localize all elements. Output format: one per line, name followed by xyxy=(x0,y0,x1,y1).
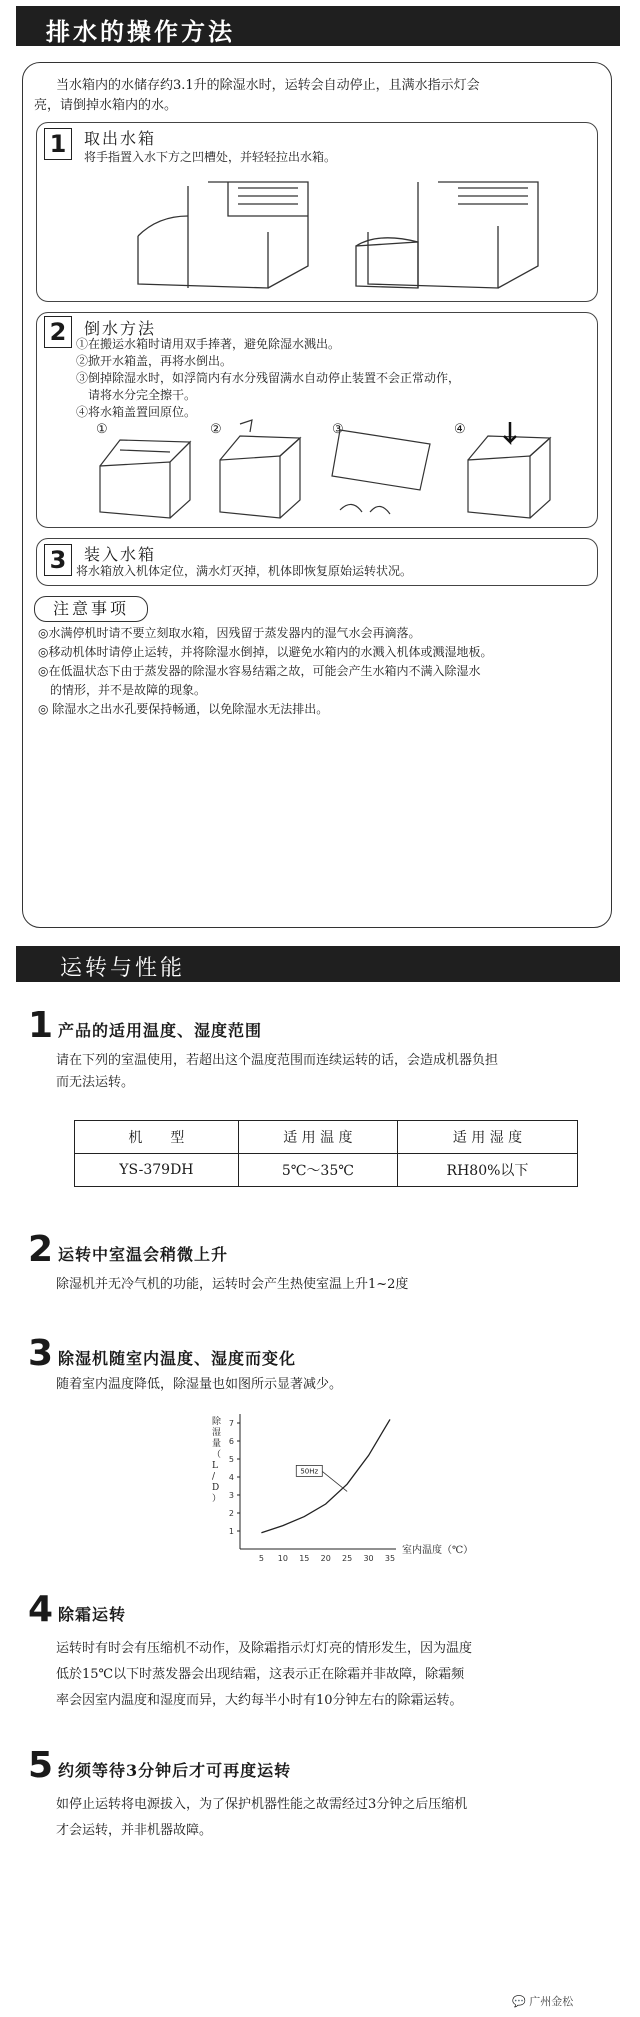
item-2-number: 2 xyxy=(28,1229,54,1270)
note-2: ◎移动机体时请停止运转，并将除湿水倒掉，以避免水箱内的水溅入机体或溅湿地板。 xyxy=(38,645,493,659)
series-label-50hz: 50Hz xyxy=(300,1467,319,1476)
step-2-illustration xyxy=(90,420,570,524)
step-1-text: 将手指置入水下方之凹槽处，并轻轻拉出水箱。 xyxy=(84,150,337,164)
note-3-cont: 的情形，并不是故障的现象。 xyxy=(38,683,207,697)
item-3-title: 除湿机随室内温度、湿度而变化 xyxy=(58,1349,297,1368)
item-4-line-3: 率会因室内温度和湿度而异，大约每半小时有10分钟左右的除霜运转。 xyxy=(56,1693,463,1708)
item-2-title: 运转中室温会稍微上升 xyxy=(58,1245,229,1264)
dehumidify-chart xyxy=(200,1404,474,1574)
x-tick-label: 35 xyxy=(384,1554,396,1563)
footer-watermark xyxy=(512,1993,573,2009)
step-2-line-1: ①在搬运水箱时请用双手捧著，避免除湿水溅出。 xyxy=(76,337,341,351)
item-1-number: 1 xyxy=(28,1005,54,1046)
item-1-line-1: 请在下列的室温使用，若超出这个温度范围而连续运转的话，会造成机器负担 xyxy=(56,1053,499,1068)
step-2-mark-2: ② xyxy=(210,422,222,437)
item-4-text xyxy=(56,1636,472,1714)
x-axis-label: 室内温度（℃） xyxy=(402,1545,474,1556)
wechat-icon: 💬 xyxy=(512,1995,526,2008)
series-label-leader xyxy=(322,1471,347,1491)
item-5-text xyxy=(56,1792,467,1844)
x-tick-label: 30 xyxy=(363,1554,374,1563)
step-3-title: 装入水箱 xyxy=(84,545,157,564)
item-4-title: 除霜运转 xyxy=(58,1605,127,1624)
step-1-number: 1 xyxy=(44,128,72,160)
watermark-text: 广州金松 xyxy=(529,1995,574,2008)
section-banner-drainage xyxy=(16,6,620,46)
item-5-number: 5 xyxy=(28,1745,54,1786)
step-2-number: 2 xyxy=(44,316,72,348)
y-tick-label: 1 xyxy=(228,1527,234,1536)
y-axis-label: 除湿量（ L / D ） xyxy=(212,1417,222,1504)
spec-table-header-row xyxy=(75,1121,578,1154)
intro-line-1: 当水箱内的水储存约3.1升的除湿水时，运转会自动停止，且满水指示灯会 xyxy=(56,78,480,93)
step-2-line-3: ③倒掉除湿水时，如浮筒内有水分残留满水自动停止装置不会正常动作， xyxy=(76,371,461,385)
y-tick-label: 6 xyxy=(228,1437,234,1446)
step-2-line-5: ④将水箱盖置回原位。 xyxy=(76,405,197,419)
step-1-illustration xyxy=(118,176,578,300)
item-1-line-2: 而无法运转。 xyxy=(56,1075,135,1090)
section-title-performance: 运转与性能 xyxy=(60,956,186,981)
item-4-number: 4 xyxy=(28,1589,54,1630)
step-2-mark-3: ③ xyxy=(332,422,344,437)
spec-header-temp: 适 用 温 度 xyxy=(238,1121,397,1154)
x-tick-label: 20 xyxy=(320,1554,331,1563)
spec-cell-model: YS-379DH xyxy=(75,1154,239,1187)
spec-table-row xyxy=(75,1154,578,1187)
y-tick-label: 5 xyxy=(228,1455,234,1464)
item-1-title: 产品的适用温度、湿度范围 xyxy=(58,1021,263,1040)
step-2-line-4: 请将水分完全擦干。 xyxy=(76,388,197,402)
notes-list xyxy=(38,624,492,719)
spec-header-humidity: 适 用 湿 度 xyxy=(397,1121,577,1154)
spec-table xyxy=(74,1120,578,1187)
note-1: ◎水满停机时请不要立刻取水箱，因残留于蒸发器内的湿气水会再滴落。 xyxy=(38,626,421,640)
step-2-mark-4: ④ xyxy=(454,422,466,437)
item-5-line-1: 如停止运转将电源拔入，为了保护机器性能之故需经过3分钟之后压缩机 xyxy=(56,1797,468,1812)
intro-line-2: 亮，请倒掉水箱内的水。 xyxy=(34,98,178,113)
y-tick-label: 3 xyxy=(228,1491,234,1500)
item-4-line-1: 运转时有时会有压缩机不动作，及除霜指示灯灯亮的情形发生，因为温度 xyxy=(56,1641,473,1656)
x-tick-label: 15 xyxy=(299,1554,310,1563)
item-5-line-2: 才会运转，并非机器故障。 xyxy=(56,1823,213,1838)
item-5-title: 约须等待3分钟后才可再度运转 xyxy=(58,1761,292,1780)
step-2-text xyxy=(76,336,460,421)
step-3-number: 3 xyxy=(44,544,72,576)
note-4: ◎ 除湿水之出水孔要保持畅通，以免除湿水无法排出。 xyxy=(38,702,329,716)
note-3: ◎在低温状态下由于蒸发器的除湿水容易结霜之故，可能会产生水箱内不满入除湿水 xyxy=(38,664,481,678)
step-1-title: 取出水箱 xyxy=(84,129,157,148)
item-3-text: 随着室内温度降低，除湿量也如图所示显著减少。 xyxy=(56,1377,343,1392)
step-3-text: 将水箱放入机体定位，满水灯灭掉，机体即恢复原始运转状况。 xyxy=(76,564,413,578)
spec-cell-humidity: RH80%以下 xyxy=(397,1154,577,1187)
notice-title: 注意事项 xyxy=(34,596,148,622)
item-3-number: 3 xyxy=(28,1333,54,1374)
item-2-text: 除湿机并无冷气机的功能，运转时会产生热使室温上升1~2度 xyxy=(56,1277,409,1292)
y-tick-label: 4 xyxy=(228,1473,234,1482)
section-title-drainage: 排水的操作方法 xyxy=(46,18,235,46)
item-1-text xyxy=(56,1050,498,1094)
y-tick-label: 7 xyxy=(228,1419,234,1428)
step-2-mark-1: ① xyxy=(96,422,108,437)
x-tick-label: 25 xyxy=(342,1554,353,1563)
item-4-line-2: 低於15℃以下时蒸发器会出现结霜，这表示正在除霜并非故障，除霜频 xyxy=(56,1667,465,1682)
series-line-50hz xyxy=(261,1419,390,1532)
spec-header-model: 机 型 xyxy=(75,1121,239,1154)
step-2-line-2: ②掀开水箱盖，再将水倒出。 xyxy=(76,354,233,368)
x-tick-label: 5 xyxy=(258,1554,264,1563)
section-banner-performance xyxy=(16,946,620,982)
x-tick-label: 10 xyxy=(277,1554,288,1563)
spec-cell-temp: 5℃～35℃ xyxy=(238,1154,397,1187)
step-2-title: 倒水方法 xyxy=(84,319,157,338)
y-tick-label: 2 xyxy=(228,1509,234,1518)
